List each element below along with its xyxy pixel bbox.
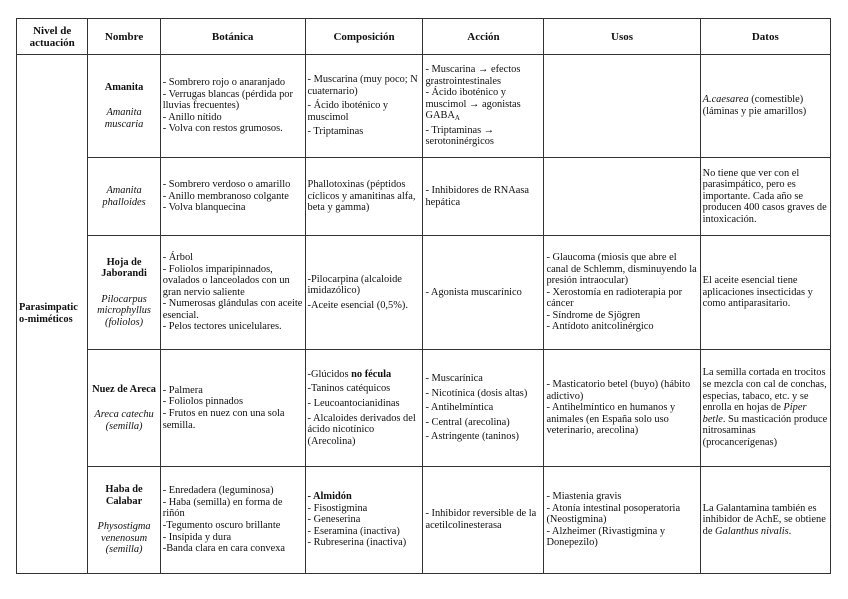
datos-cell: [700, 467, 830, 574]
header-row: [17, 19, 831, 55]
nombre-comun: Amanita: [104, 81, 144, 93]
nombre-comun: Hoja de Jaborandi: [101, 256, 147, 280]
header-usos: Usos: [544, 19, 700, 55]
datos-cell: [700, 236, 830, 350]
usos-item: - Síndrome de Sjögren: [546, 309, 641, 321]
nombre-cientifico: Physostigma venenosum (semilla): [97, 521, 151, 556]
datos-italic: Piper betle: [702, 402, 807, 425]
botanica-cell: [160, 158, 305, 236]
composicion-item: - Fisostigmina: [307, 502, 368, 514]
usos-item: - Alzheimer (Rivastigmina y Donepezilo): [546, 525, 666, 549]
composicion-cell: [305, 350, 423, 467]
composicion-cell: [305, 55, 423, 158]
accion-item: - Inhibidor reversible de la acetilcolinesterasa: [425, 508, 537, 531]
usos-cell: [544, 236, 700, 350]
botanica-item: - Foliolos imparipinnados, ovalados o lanceolados con un gran nervio saliente: [162, 263, 290, 298]
botanica-item: - Anillo nítido: [162, 111, 222, 123]
pharmacology-table: [16, 18, 831, 574]
usos-cell: [544, 158, 700, 236]
datos-cell: [700, 55, 830, 158]
botanica-item: -Banda clara en cara convexa: [162, 543, 286, 555]
botanica-item: - Sombrero rojo o anaranjado: [162, 77, 286, 89]
table-row: [17, 158, 831, 236]
composicion-item: - Almidón: [307, 491, 352, 503]
accion-item: - Triptaminas → serotoninérgicos: [425, 124, 495, 148]
usos-item: - Glaucoma (miosis que abre el canal de Schlemm, disminuyendo la presión intraocular): [546, 251, 697, 287]
nombre-cell: [88, 350, 160, 467]
composicion-item: -Pilocarpina (alcaloide imidazólico): [307, 273, 402, 297]
nombre-cell: [88, 236, 160, 350]
usos-cell: [544, 350, 700, 467]
datos-text: .: [788, 525, 792, 537]
composicion-item: - Ácido iboténico y muscimol: [307, 100, 389, 123]
botanica-cell: [160, 350, 305, 467]
botanica-item: - Volva blanquecina: [162, 202, 246, 214]
datos-cell: [700, 350, 830, 467]
botanica-item: - Palmera: [162, 384, 203, 396]
usos-item: - Miastenia gravis: [546, 491, 622, 503]
accion-cell: [423, 350, 544, 467]
accion-item: - Nicotínica (dosis altas): [425, 387, 528, 399]
table-row: [17, 350, 831, 467]
header-accion: Acción: [423, 19, 544, 55]
header-composicion: Composición: [305, 19, 423, 55]
accion-subscript: A: [454, 114, 460, 123]
table-row: [17, 467, 831, 574]
datos-text: La semilla cortada en trocitos se mezcla con cal de conchas, especias, tabaco, etc. y se enrolla en hojas de: [702, 367, 827, 414]
usos-item: - Antídoto anitcolinérgico: [546, 321, 654, 333]
accion-item: - Inhibidores de RNAasa hepática: [425, 184, 530, 208]
datos-cell: [700, 158, 830, 236]
datos-italic: A.caesarea: [702, 94, 749, 106]
usos-cell: [544, 467, 700, 574]
botanica-item: - Pelos tectores unicelulares.: [162, 321, 282, 333]
composicion-item: Phallotoxinas (péptidos cíclicos y amanitinas alfa, beta y gamma): [307, 179, 416, 214]
datos-text: El aceite esencial tiene aplicaciones insecticidas y como antiparasitario.: [702, 275, 813, 310]
accion-item: - Muscarínica: [425, 373, 483, 385]
datos-text: (comestible) (láminas y pie amarillos): [702, 94, 807, 117]
accion-item: - Ácido iboténico y muscimol → agonistas $GABA_A$: [425, 87, 521, 123]
composicion-item: - Alcaloides derivados del ácido nicotínico (Arecolina): [307, 412, 416, 447]
nombre-cientifico: Areca catechu (semilla): [94, 409, 154, 432]
composicion-item: -Glúcidos no fécula: [307, 368, 392, 380]
composicion-cell: [305, 236, 423, 350]
botanica-item: - Sombrero verdoso o amarillo: [162, 179, 291, 191]
header-nivel: Nivel de actuación: [17, 19, 88, 55]
accion-item: - Antihelmíntica: [425, 402, 494, 414]
botanica-cell: [160, 467, 305, 574]
botanica-item: -Tegumento oscuro brillante: [162, 520, 281, 531]
composicion-item: -Taninos catéquicos: [307, 383, 391, 395]
nombre-cientifico: Amanita muscaria: [104, 107, 144, 130]
composicion-item: - Geneserina: [307, 514, 361, 526]
accion-cell: [423, 55, 544, 158]
nombre-cientifico: Amanita phalloides: [102, 184, 146, 208]
accion-cell: [423, 158, 544, 236]
botanica-item: - Foliolos pinnados: [162, 396, 243, 408]
table-row: [17, 55, 831, 158]
table-row: [17, 236, 831, 350]
datos-text: . Su masticación produce nitrosaminas (procancerígenas): [702, 413, 828, 448]
nombre-cell: [88, 55, 160, 158]
composicion-item: - Rubreserina (inactiva): [307, 537, 407, 549]
header-datos: Datos: [700, 19, 830, 55]
accion-item: - Muscarina → efectos grastrointestinales: [425, 63, 521, 87]
usos-item: - Atonía intestinal posoperatoria (Neostigmina): [546, 502, 681, 526]
botanica-item: - Numerosas glándulas con aceite esencial.: [162, 298, 303, 321]
composicion-item: - Muscarina (muy poco; N cuaternario): [307, 74, 418, 97]
botanica-cell: [160, 55, 305, 158]
composicion-item: - Leucoantocianidinas: [307, 397, 400, 409]
header-botanica: Botánica: [160, 19, 305, 55]
datos-italic: Galanthus nivalis: [715, 525, 789, 537]
nivel-line-2: o-miméticos: [19, 314, 73, 325]
botanica-item: - Frutos en nuez con una sola semilla.: [162, 408, 285, 431]
header-nombre: Nombre: [88, 19, 160, 55]
usos-item: - Antihelmíntico en humanos y animales (en España solo uso veterinario, arecolina): [546, 402, 676, 437]
accion-item: - Central (arecolina): [425, 416, 510, 428]
botanica-cell: [160, 236, 305, 350]
botanica-item: - Verrugas blancas (pérdida por lluvias frecuentes): [162, 88, 293, 112]
botanica-item: - Volva con restos grumosos.: [162, 123, 283, 135]
usos-item: - Masticatorio betel (buyo) (hábito adictivo): [546, 379, 691, 402]
botanica-item: - Insípida y dura: [162, 531, 232, 543]
usos-cell: [544, 55, 700, 158]
botanica-item: - Haba (semilla) en forma de riñón: [162, 496, 283, 520]
composicion-item: - Eseramina (inactiva): [307, 525, 400, 537]
nivel-cell: [17, 55, 88, 574]
nivel-line-1: Parasimpatic: [19, 302, 78, 314]
nombre-cell: [88, 467, 160, 574]
datos-text: La Galantamina también es inhibidor de AchE, se obtiene de: [702, 502, 826, 537]
botanica-item: - Enredadera (leguminosa): [162, 485, 274, 497]
accion-item: - Agonista muscarínico: [425, 286, 522, 298]
nombre-comun: Nuez de Areca: [92, 383, 156, 395]
datos-text: No tiene que ver con el parasimpático, pero es importante. Cada año se producen 400 casos graves de intoxicación.: [702, 167, 827, 225]
accion-cell: [423, 467, 544, 574]
nombre-comun: Haba de Calabar: [105, 484, 143, 507]
composicion-cell: [305, 467, 423, 574]
botanica-item: - Anillo membranoso colgante: [162, 190, 289, 202]
usos-item: - Xerostomía en radioterapia por cáncer: [546, 286, 683, 310]
botanica-item: - Árbol: [162, 251, 194, 263]
nombre-cell: [88, 158, 160, 236]
nombre-cientifico: Pilocarpus microphyllus (foliolos): [97, 293, 151, 328]
composicion-item: -Aceite esencial (0,5%).: [307, 299, 408, 311]
composicion-item: - Triptaminas: [307, 126, 364, 138]
composicion-cell: [305, 158, 423, 236]
accion-item: - Astringente (taninos): [425, 431, 519, 443]
accion-cell: [423, 236, 544, 350]
